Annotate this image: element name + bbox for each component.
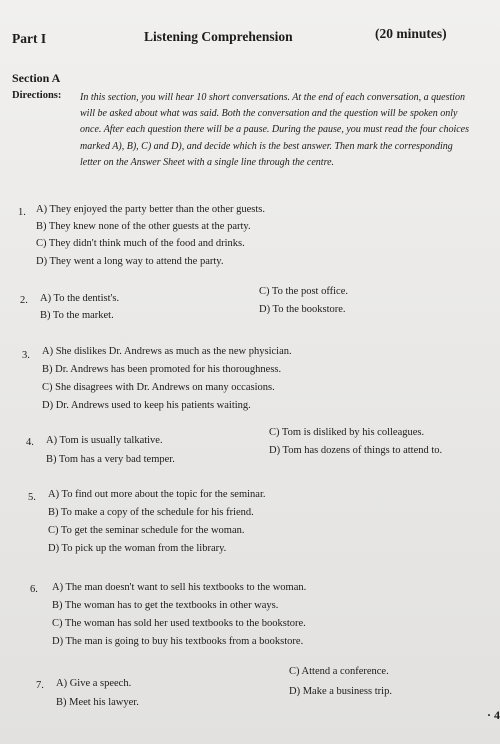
option-b: B) To the market. bbox=[40, 310, 114, 321]
option-c: C) To the post office. bbox=[259, 286, 348, 297]
option-b: B) Meet his lawyer. bbox=[56, 697, 139, 708]
option-a: A) To the dentist's. bbox=[40, 293, 120, 304]
option-d: D) They went a long way to attend the party. bbox=[36, 256, 224, 267]
option-c: C) Attend a conference. bbox=[289, 666, 389, 677]
directions-text: In this section, you will hear 10 short conversations. At the end of each conversation, a question will be asked about what was said. Both the conversation and the question will be spoken only once. After each question there will be a pause. During the pause, you must read the four choices marked A), B), C) and D), and decide which is the best answer. Then mark the corresponding letter on the Answer Sheet with a single line through the centre. bbox=[80, 92, 470, 168]
option-a: A) Tom is usually talkative. bbox=[46, 435, 163, 446]
option-d: D) Tom has dozens of things to attend to. bbox=[269, 445, 443, 456]
question-number: 1. bbox=[18, 207, 26, 218]
option-b: B) They knew none of the other guests at the party. bbox=[36, 221, 251, 232]
question-number: 6. bbox=[30, 584, 38, 595]
option-d: D) The man is going to buy his textbooks from a bookstore. bbox=[52, 636, 304, 647]
page-title: Listening Comprehension bbox=[144, 29, 293, 44]
part-label: Part I bbox=[12, 31, 47, 46]
option-b: B) Tom has a very bad temper. bbox=[46, 454, 175, 465]
option-c: C) They didn't think much of the food and drinks. bbox=[36, 238, 245, 249]
question-number: 4. bbox=[26, 437, 34, 448]
option-d: D) To pick up the woman from the library. bbox=[48, 543, 227, 554]
question-number: 2. bbox=[20, 295, 28, 306]
option-d: D) To the bookstore. bbox=[259, 304, 346, 315]
option-c: C) Tom is disliked by his colleagues. bbox=[269, 427, 425, 438]
option-a: A) Give a speech. bbox=[56, 678, 132, 689]
option-c: C) She disagrees with Dr. Andrews on many occasions. bbox=[42, 382, 275, 393]
question-number: 7. bbox=[36, 680, 44, 691]
option-a: A) She dislikes Dr. Andrews as much as the new physician. bbox=[42, 346, 292, 357]
directions-label: Directions: bbox=[12, 90, 62, 101]
option-c: C) The woman has sold her used textbooks to the bookstore. bbox=[52, 618, 306, 629]
option-b: B) To make a copy of the schedule for his friend. bbox=[48, 507, 254, 518]
option-a: A) They enjoyed the party better than the other guests. bbox=[36, 204, 265, 215]
option-d: D) Dr. Andrews used to keep his patients waiting. bbox=[42, 400, 251, 411]
option-b: B) Dr. Andrews has been promoted for his thoroughness. bbox=[42, 364, 282, 375]
option-d: D) Make a business trip. bbox=[289, 686, 392, 697]
question-number: 3. bbox=[22, 350, 30, 361]
section-title: Section A bbox=[12, 71, 61, 85]
option-a: A) The man doesn't want to sell his textbooks to the woman. bbox=[52, 582, 307, 593]
option-c: C) To get the seminar schedule for the woman. bbox=[48, 525, 245, 536]
page-number: · 4 bbox=[486, 708, 500, 722]
option-b: B) The woman has to get the textbooks in other ways. bbox=[52, 600, 279, 611]
option-a: A) To find out more about the topic for the seminar. bbox=[48, 489, 266, 500]
time-limit: (20 minutes) bbox=[375, 26, 447, 41]
question-number: 5. bbox=[28, 492, 36, 503]
